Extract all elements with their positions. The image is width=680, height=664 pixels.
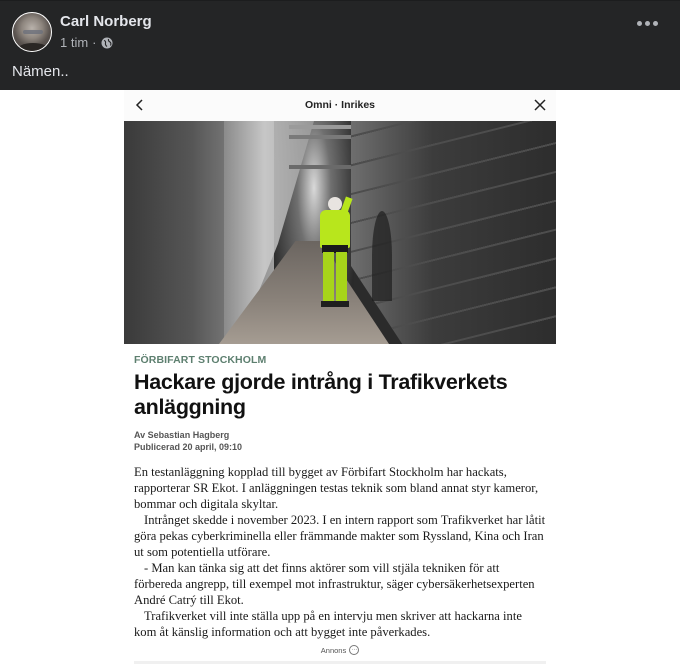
post-meta: [60, 35, 113, 50]
avatar-glasses: [23, 30, 43, 34]
worker-head: [328, 197, 342, 211]
avatar-shirt: [17, 43, 49, 52]
article-byline: [134, 429, 546, 453]
post-time[interactable]: 1 tim: [60, 35, 89, 50]
article-headline: Hackare gjorde intrång i Trafikverkets anläggning: [134, 370, 508, 419]
article-paragraph: En testanläggning kopplad till bygget av Förbifart Stockholm har hackats, rapporterar SR Ekot. I anläggningen testas teknik som bland annat styr kameror, bommar och digitala skyltar.: [134, 465, 539, 511]
article-author: Av Sebastian Hagberg: [134, 430, 230, 440]
worker-boots: [321, 301, 349, 307]
more-dot: [645, 21, 650, 26]
author-name[interactable]: Carl Norberg: [60, 13, 152, 30]
globe-icon[interactable]: [101, 37, 113, 49]
close-icon: [532, 97, 548, 113]
ad-label-row: [124, 645, 556, 655]
article: [124, 354, 556, 640]
article-source-title: Omni · Inrikes: [304, 99, 376, 111]
worker-figure: [318, 197, 352, 309]
worker-leg: [336, 252, 347, 304]
article-topbar: [124, 90, 556, 121]
article-paragraph: - Man kan tänka sig att det finns aktörer som vill stjäla tekniken för att förbereda angrepp, till exempel mot infrastruktur, säger cybersäkerhetsexperten André Catrý till Ekot.: [134, 561, 535, 607]
article-paragraph: Trafikverket vill inte ställa upp på en intervju men skriver att hackarna inte kom åt känslig information och att bygget inte påverkades.: [134, 609, 522, 639]
post-text: Nämen..: [12, 63, 69, 80]
meta-separator: ·: [92, 35, 97, 50]
article-body: [134, 464, 546, 640]
post-header: [0, 0, 680, 90]
worker-leg: [323, 252, 334, 304]
more-dot: [653, 21, 658, 26]
article-published: Publicerad 20 april, 09:10: [134, 442, 243, 452]
ad-label: Annons: [320, 645, 347, 655]
avatar[interactable]: [12, 12, 52, 52]
more-horizontal-icon: [637, 21, 642, 26]
hero-image: [124, 121, 556, 344]
shared-screenshot[interactable]: [124, 90, 556, 659]
article-kicker: FÖRBIFART STOCKHOLM: [134, 354, 267, 366]
ad-more-icon: ···: [351, 647, 358, 653]
article-paragraph: Intrånget skedde i november 2023. I en intern rapport som Trafikverket har låtit göra pekas cyberkriminella eller främmande makter som Ryssland, Kina och Iran ut som potentiella utförare.: [134, 513, 546, 559]
worker-jacket: [320, 210, 350, 248]
more-options-button[interactable]: [637, 21, 658, 26]
worker-shadow: [372, 211, 392, 301]
